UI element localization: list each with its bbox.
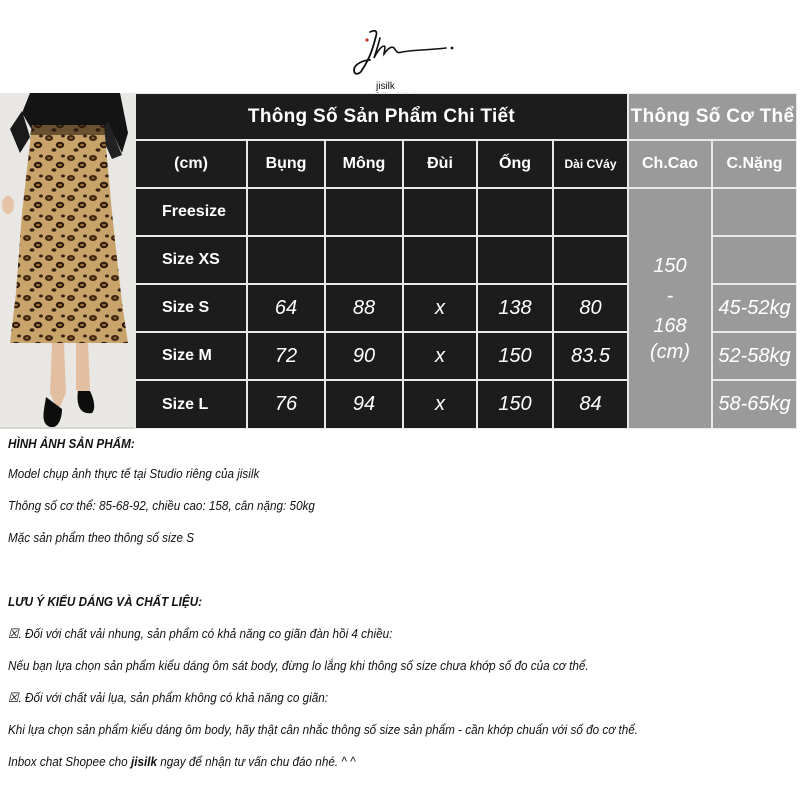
table-cell — [403, 236, 477, 284]
brand-name: jisilk — [376, 81, 395, 92]
col-header-hem: Ống — [477, 140, 553, 188]
weight-cell: 58-65kg — [712, 380, 797, 429]
table-title-body: Thông Số Cơ Thể — [628, 93, 797, 140]
table-cell: 76 — [247, 380, 325, 429]
table-cell: 83.5 — [553, 332, 628, 380]
table-cell: 84 — [553, 380, 628, 429]
model-leopard-skirt-image — [0, 93, 135, 429]
table-cell — [477, 188, 553, 236]
table-cell: x — [403, 380, 477, 429]
height-max: 168 — [653, 314, 687, 337]
table-cell: 94 — [325, 380, 403, 429]
section-title-product-images: HÌNH ẢNH SẢN PHẨM: — [8, 436, 135, 451]
col-header-weight: C.Nặng — [712, 140, 797, 188]
table-cell — [325, 188, 403, 236]
inbox-brand: jisilk — [130, 754, 157, 769]
weight-cell — [712, 236, 797, 284]
table-cell — [553, 236, 628, 284]
col-header-length: Dài CVáy — [553, 140, 628, 188]
row-label-xs: Size XS — [135, 236, 247, 284]
table-cell: 72 — [247, 332, 325, 380]
inbox-line — [8, 754, 356, 769]
col-header-height: Ch.Cao — [628, 140, 712, 188]
table-cell: 150 — [477, 380, 553, 429]
signature-logo-icon — [340, 24, 470, 84]
text-line: Model chụp ảnh thực tế tại Studio riêng của jisilk — [8, 466, 260, 481]
row-label-l: Size L — [135, 380, 247, 429]
row-label-freesize: Freesize — [135, 188, 247, 236]
table-cell: x — [403, 284, 477, 332]
height-range-cell — [628, 188, 712, 429]
text-line: Khi lựa chọn sản phẩm kiểu dáng ôm body, hãy thật cân nhắc thông số size sản phẩm - cần khớp chuẩn với số đo cơ thể. — [8, 722, 639, 737]
brand-logo — [340, 24, 470, 94]
weight-cell: 45-52kg — [712, 284, 797, 332]
row-label-s: Size S — [135, 284, 247, 332]
table-cell: 80 — [553, 284, 628, 332]
height-separator: - — [666, 284, 674, 307]
section-title-style-material: LƯU Ý KIỂU DÁNG VÀ CHẤT LIỆU: — [8, 594, 203, 609]
table-cell — [247, 236, 325, 284]
table-cell — [247, 188, 325, 236]
text-line: Thông số cơ thể: 85-68-92, chiều cao: 158, cân nặng: 50kg — [8, 498, 315, 513]
table-cell: 88 — [325, 284, 403, 332]
inbox-suffix: ngay để nhận tư vấn chu đáo nhé. ^ ^ — [156, 754, 356, 769]
col-header-waist: Bụng — [247, 140, 325, 188]
table-cell: x — [403, 332, 477, 380]
text-line: ☒. Đối với chất vải lụa, sản phẩm không có khả năng co giãn: — [8, 690, 329, 705]
weight-cell — [712, 188, 797, 236]
row-label-m: Size M — [135, 332, 247, 380]
size-table — [135, 93, 797, 429]
text-line: ☒. Đối với chất vải nhung, sản phẩm có khả năng co giãn đàn hồi 4 chiều: — [8, 626, 393, 641]
weight-cell: 52-58kg — [712, 332, 797, 380]
height-min: 150 — [653, 254, 687, 277]
table-cell — [403, 188, 477, 236]
table-cell — [325, 236, 403, 284]
col-header-thigh: Đùi — [403, 140, 477, 188]
table-cell: 90 — [325, 332, 403, 380]
product-photo — [0, 93, 135, 429]
inbox-prefix: Inbox chat Shopee cho — [8, 754, 131, 769]
table-cell: 138 — [477, 284, 553, 332]
text-line: Nếu bạn lựa chọn sản phẩm kiểu dáng ôm sát body, đừng lo lắng khi thông số size chưa khớp số đo của cơ thể. — [8, 658, 589, 673]
col-header-hip: Mông — [325, 140, 403, 188]
text-line: Mặc sản phẩm theo thông số size S — [8, 530, 195, 545]
table-cell — [477, 236, 553, 284]
table-title-detail: Thông Số Sản Phẩm Chi Tiết — [135, 93, 628, 140]
height-unit: (cm) — [650, 340, 690, 363]
table-cell: 64 — [247, 284, 325, 332]
col-header-unit: (cm) — [135, 140, 247, 188]
table-cell — [553, 188, 628, 236]
table-cell: 150 — [477, 332, 553, 380]
